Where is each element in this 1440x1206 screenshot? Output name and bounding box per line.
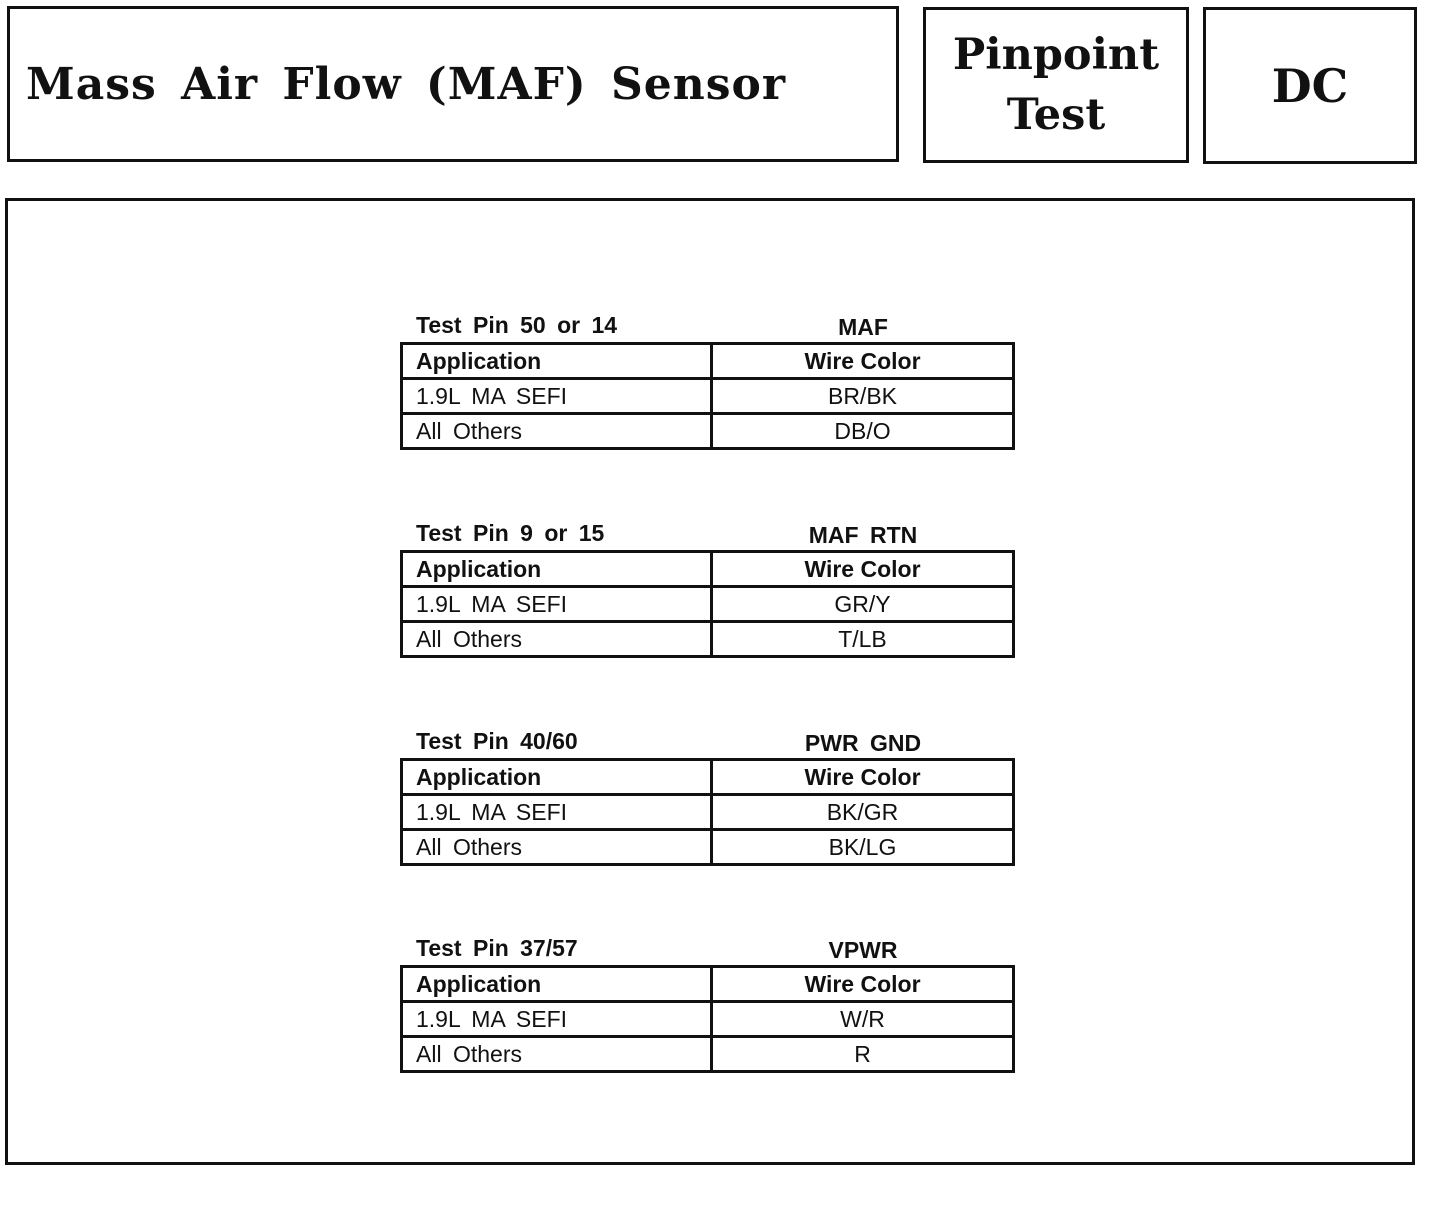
column-header-application: Application [402,967,712,1002]
wire-color-table [400,550,1015,658]
table-row [402,1037,1014,1072]
pin-section [400,306,1015,450]
wire-color-table [400,965,1015,1073]
column-header-wire-color: Wire Color [712,967,1014,1002]
wire-color-cell: BR/BK [712,379,1014,414]
table-header-row [402,967,1014,1002]
application-cell: 1.9L MA SEFI [402,379,712,414]
title-box [7,6,899,162]
column-header-application: Application [402,344,712,379]
table-header-row [402,760,1014,795]
application-cell: All Others [402,622,712,657]
signal-name: VPWR [828,937,898,963]
table-row [402,1002,1014,1037]
pin-section [400,722,1015,866]
application-cell: 1.9L MA SEFI [402,587,712,622]
wire-color-cell: BK/GR [712,795,1014,830]
test-pin-label: Test Pin 40/60 [416,728,578,754]
signal-name: MAF [838,314,888,340]
wire-color-table [400,758,1015,866]
section-header [400,306,1015,342]
column-header-wire-color: Wire Color [712,552,1014,587]
column-header-wire-color: Wire Color [712,344,1014,379]
table-row [402,414,1014,449]
table-row [402,587,1014,622]
application-cell: All Others [402,830,712,865]
test-type-line-1: Pinpoint [952,30,1160,80]
wire-color-cell: BK/LG [712,830,1014,865]
test-type-label [953,25,1159,145]
table-row [402,830,1014,865]
column-header-application: Application [402,552,712,587]
test-code-box [1203,7,1417,164]
signal-name: MAF RTN [808,522,918,548]
wire-color-cell: W/R [712,1002,1014,1037]
table-header-row [402,552,1014,587]
application-cell: All Others [402,414,712,449]
section-header [400,722,1015,758]
pin-section [400,929,1015,1073]
application-cell: 1.9L MA SEFI [402,1002,712,1037]
test-code: DC [1271,58,1349,113]
signal-name: PWR GND [804,730,922,756]
test-pin-label: Test Pin 50 or 14 [416,312,618,338]
application-cell: All Others [402,1037,712,1072]
test-type-box [923,7,1189,163]
table-header-row [402,344,1014,379]
test-pin-label: Test Pin 37/57 [416,935,578,961]
application-cell: 1.9L MA SEFI [402,795,712,830]
table-row [402,795,1014,830]
wire-color-cell: GR/Y [712,587,1014,622]
column-header-wire-color: Wire Color [712,760,1014,795]
test-pin-label: Test Pin 9 or 15 [416,520,605,546]
wire-color-table [400,342,1015,450]
test-type-line-2: Test [1006,90,1106,140]
table-row [402,622,1014,657]
table-row [402,379,1014,414]
section-header [400,929,1015,965]
pin-section [400,514,1015,658]
wire-color-cell: T/LB [712,622,1014,657]
section-header [400,514,1015,550]
wire-color-cell: DB/O [712,414,1014,449]
column-header-application: Application [402,760,712,795]
page-title: Mass Air Flow (MAF) Sensor [26,58,787,110]
wire-color-cell: R [712,1037,1014,1072]
